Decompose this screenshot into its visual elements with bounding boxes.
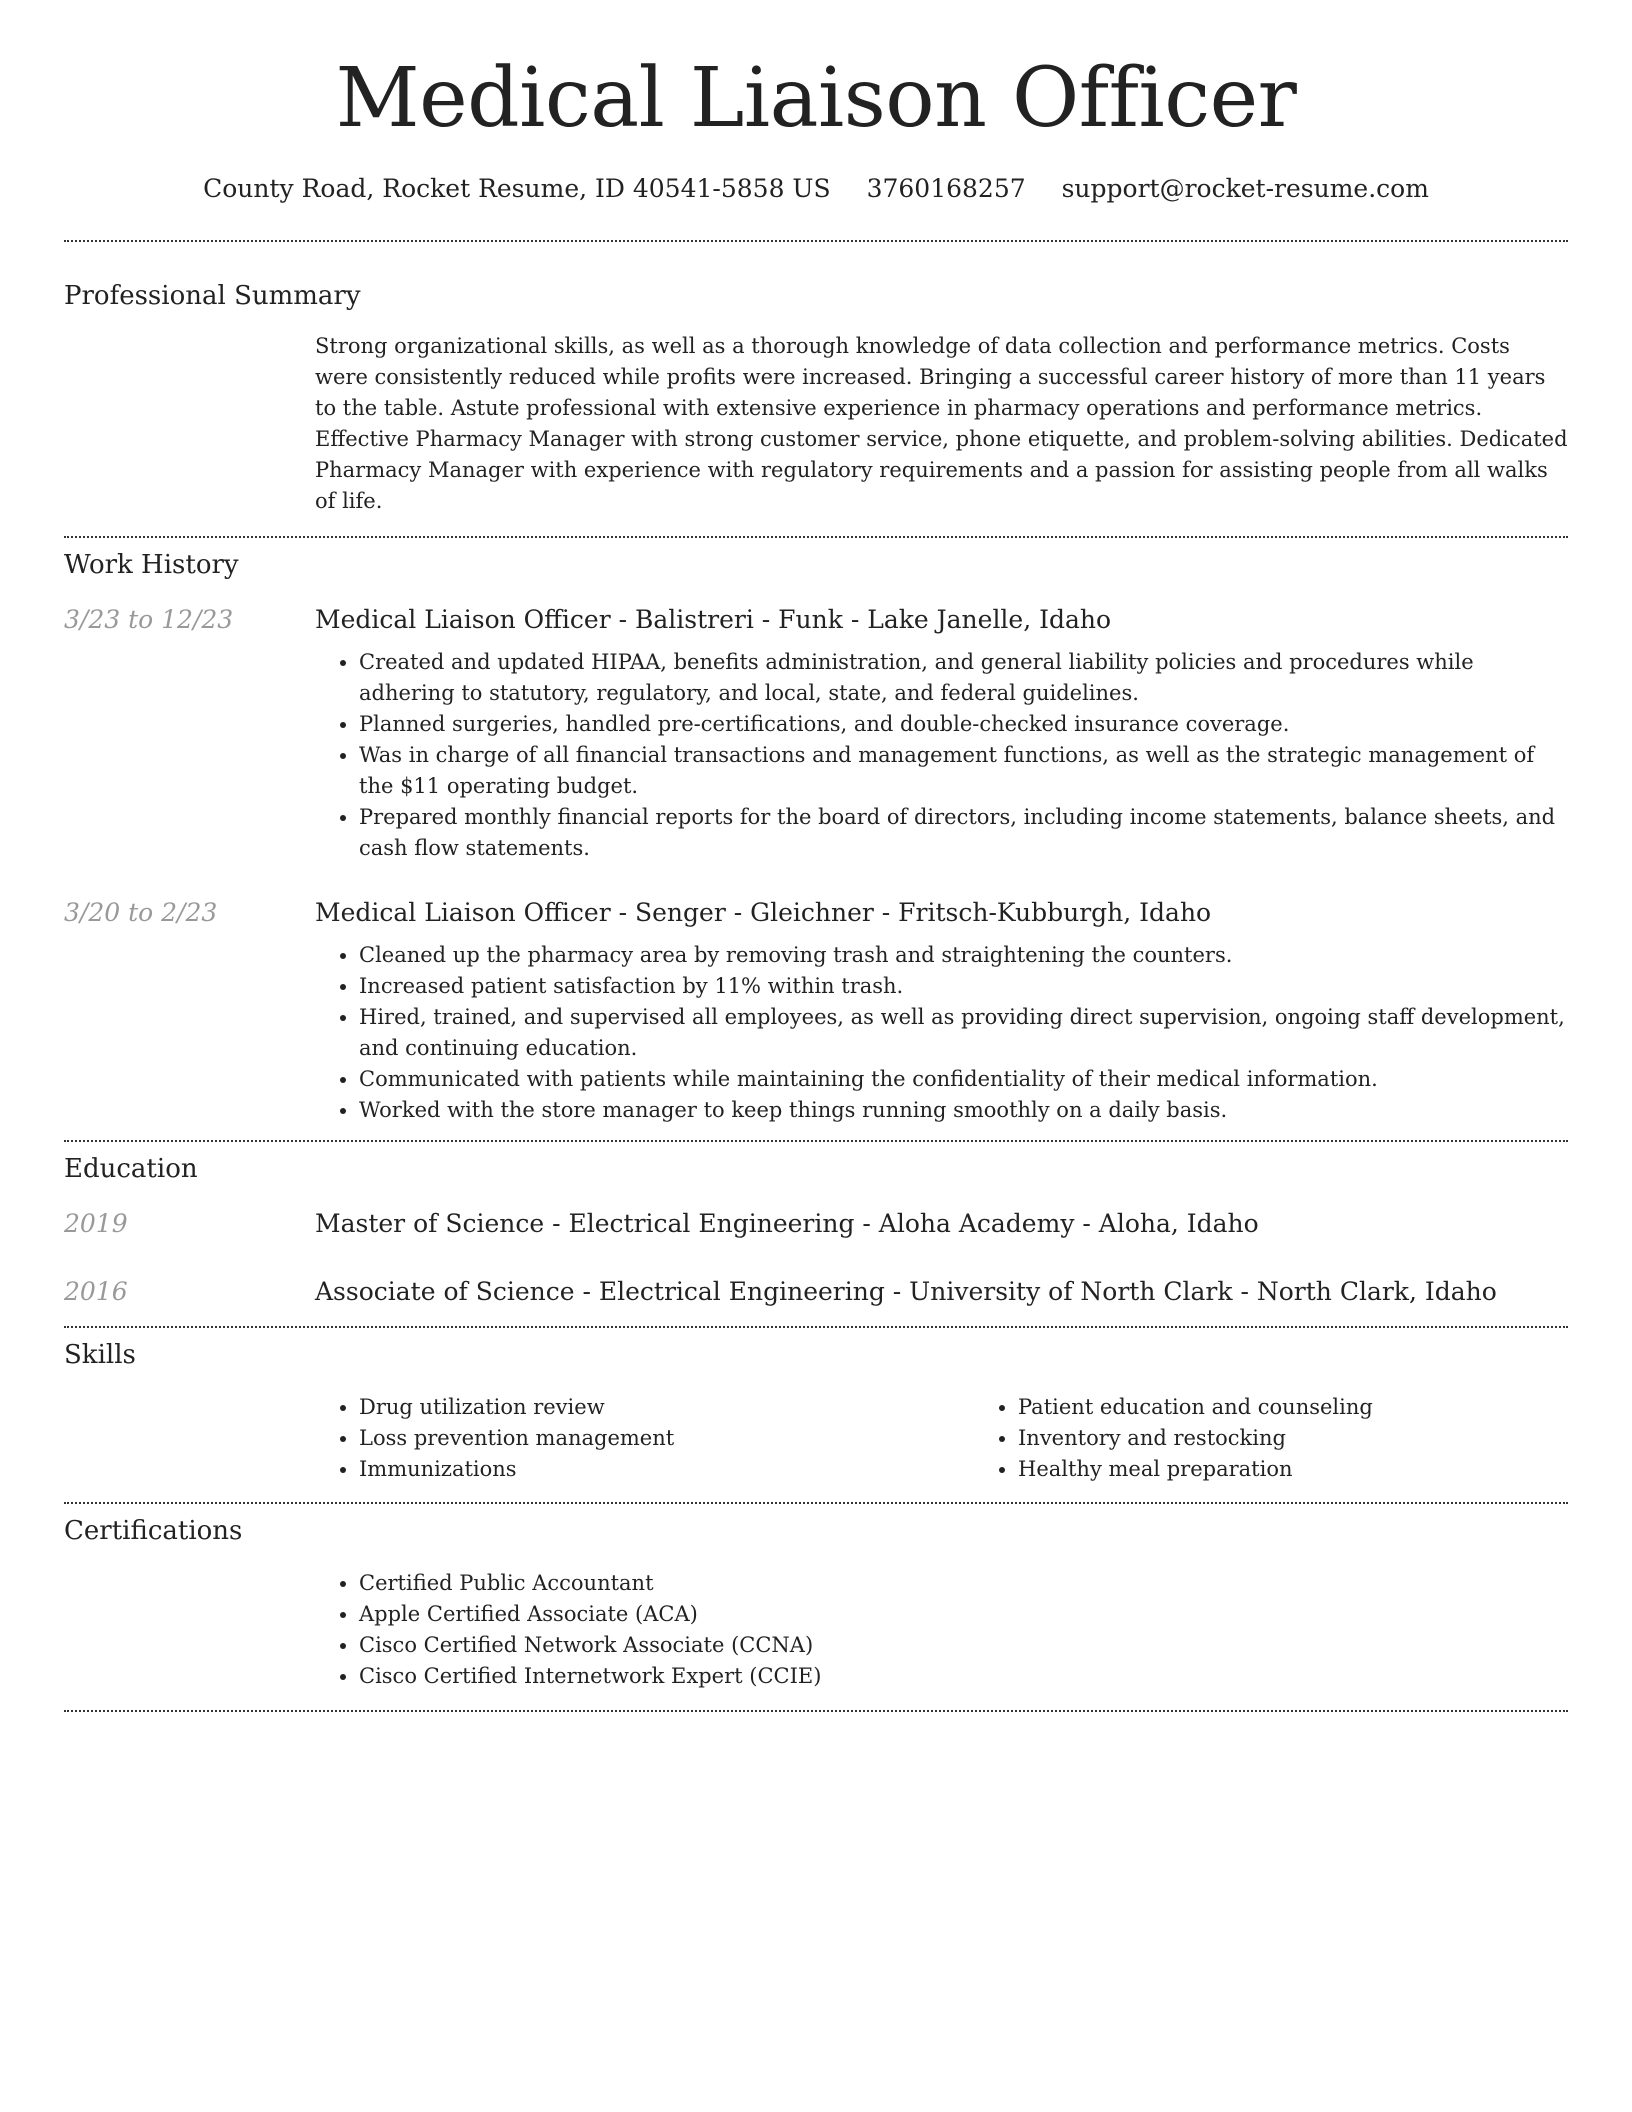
- divider: [64, 1140, 1568, 1142]
- certifications-section: [64, 1516, 1568, 1692]
- certifications-spacer: [64, 1568, 315, 1692]
- summary-text: Strong organizational skills, as well as a thorough knowledge of data collection and performance metrics. Costs were consistently reduced while profits were increased. Bringing a successful career history of more than 11 years to the table. Astute professional with extensive experience in pharmacy operations and performance metrics. Effective Pharmacy Manager with strong customer service, phone etiquette, and problem-solving abilities. Dedicated Pharmacy Manager with experience with regulatory requirements and a passion for assisting people from all walks of life.: [315, 334, 1568, 513]
- list-item: • Inventory and restocking: [1018, 1423, 1632, 1454]
- skills-spacer: [64, 1392, 315, 1485]
- section-title-work: Work History: [64, 550, 239, 580]
- job-entry: [64, 605, 1568, 864]
- list-item: • Immunizations: [359, 1454, 974, 1485]
- candidate-name: Medical Liaison Officer: [335, 51, 1297, 146]
- list-item: • Loss prevention management: [359, 1423, 974, 1454]
- list-item: • Created and updated HIPAA, benefits administration, and general liability policies and procedures while adhering to statutory, regulatory, and local, state, and federal guidelines.: [359, 647, 1568, 709]
- education-entry: [64, 1209, 1568, 1238]
- list-item: • Apple Certified Associate (ACA): [359, 1599, 1568, 1630]
- work-history-section: [64, 550, 1568, 1126]
- job-dates: 3/23 to 12/23: [64, 605, 234, 634]
- education-year: 2016: [64, 1277, 128, 1306]
- list-item: • Certified Public Accountant: [359, 1568, 1568, 1599]
- education-heading: Master of Science - Electrical Engineering - Aloha Academy - Aloha, Idaho: [315, 1209, 1259, 1238]
- education-section: [64, 1154, 1568, 1306]
- section-title-education: Education: [64, 1154, 198, 1184]
- summary-spacer: [64, 331, 315, 517]
- job-dates: 3/20 to 2/23: [64, 898, 218, 927]
- list-item: • Drug utilization review: [359, 1392, 974, 1423]
- section-title-summary: Professional Summary: [64, 281, 361, 311]
- list-item: • Cleaned up the pharmacy area by removing trash and straightening the counters.: [359, 940, 1568, 971]
- list-item: • Hired, trained, and supervised all employees, as well as providing direct supervision, ongoing staff development, and continuing education.: [359, 1002, 1568, 1064]
- education-entry: [64, 1277, 1568, 1306]
- divider: [64, 1326, 1568, 1328]
- summary-section: [64, 281, 1568, 517]
- job-bullets: [315, 940, 1568, 1126]
- contact-phone: 3760168257: [866, 174, 1026, 203]
- skills-list-left: [315, 1392, 974, 1485]
- list-item: • Worked with the store manager to keep things running smoothly on a daily basis.: [359, 1095, 1568, 1126]
- job-heading: Medical Liaison Officer - Balistreri - Funk - Lake Janelle, Idaho: [315, 605, 1112, 634]
- list-item: • Communicated with patients while maintaining the confidentiality of their medical information.: [359, 1064, 1568, 1095]
- list-item: • Healthy meal preparation: [1018, 1454, 1632, 1485]
- contact-email: support@rocket-resume.com: [1061, 174, 1429, 203]
- list-item: • Cisco Certified Network Associate (CCNA): [359, 1630, 1568, 1661]
- certifications-list: [315, 1568, 1568, 1692]
- list-item: • Patient education and counseling: [1018, 1392, 1632, 1423]
- section-title-certifications: Certifications: [64, 1516, 243, 1546]
- job-bullets: [315, 647, 1568, 864]
- list-item: • Cisco Certified Internetwork Expert (CCIE): [359, 1661, 1568, 1692]
- divider: [64, 240, 1568, 242]
- list-item: • Increased patient satisfaction by 11% within trash.: [359, 971, 1568, 1002]
- resume-page: [64, 0, 1568, 1712]
- divider: [64, 1502, 1568, 1504]
- list-item: • Planned surgeries, handled pre-certifications, and double-checked insurance coverage.: [359, 709, 1568, 740]
- list-item: • Prepared monthly financial reports for the board of directors, including income statements, balance sheets, and cash flow statements.: [359, 802, 1568, 864]
- contact-address: County Road, Rocket Resume, ID 40541-5858 US: [203, 174, 831, 203]
- education-year: 2019: [64, 1209, 128, 1238]
- job-entry: [64, 898, 1568, 1126]
- divider: [64, 536, 1568, 538]
- education-heading: Associate of Science - Electrical Engineering - University of North Clark - North Clark, Idaho: [315, 1277, 1497, 1306]
- skills-list-right: [974, 1392, 1632, 1485]
- skills-section: [64, 1340, 1568, 1485]
- section-title-skills: Skills: [64, 1340, 136, 1370]
- job-heading: Medical Liaison Officer - Senger - Gleichner - Fritsch-Kubburgh, Idaho: [315, 898, 1212, 927]
- list-item: • Was in charge of all financial transactions and management functions, as well as the strategic management of the $11 operating budget.: [359, 740, 1568, 802]
- contact-line: [64, 174, 1568, 203]
- divider: [64, 1710, 1568, 1712]
